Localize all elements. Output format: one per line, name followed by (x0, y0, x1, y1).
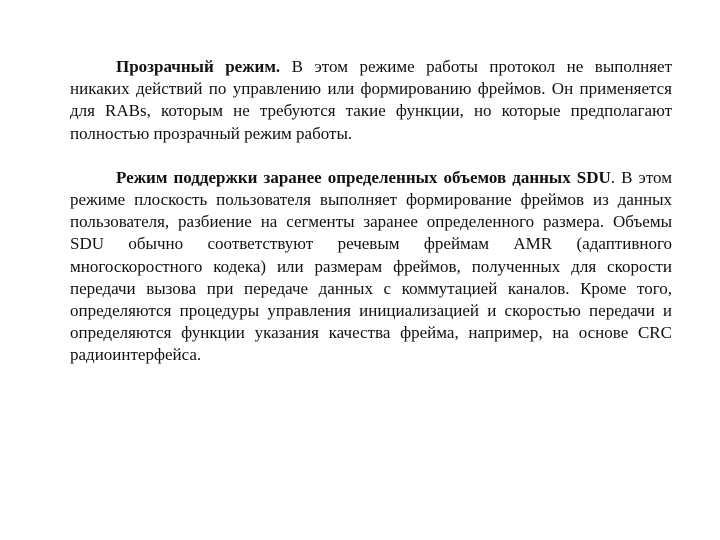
document-page (70, 56, 672, 367)
paragraph-text: . В этом режиме плоскость пользователя выполняет формирование фреймов из данных пользователя, разбиение на сегменты заранее определенного размера. Объемы SDU обычно соответствуют речевым фреймам AMR (адаптивного многоскоростного кодека) или размерам фреймов, полученных для скорости передачи вызова при передаче данных с коммутацией каналов. Кроме того, определяются процедуры управления инициализацией и скоростью передачи и определяются функции указания качества фрейма, например, на основе CRC радиоинтерфейса. (70, 167, 672, 365)
paragraph-text: В этом режиме работы протокол не выполняет никаких действий по управлению или формированию фреймов. Он применяется для RABs, которым не требуются такие функции, но которые предполагают полностью прозрачный режим работы. (70, 57, 672, 143)
paragraph-transparent-mode (70, 56, 672, 145)
paragraph-heading: Режим поддержки заранее определенных объемов данных SDU (116, 167, 611, 187)
paragraph-sdu-mode (70, 167, 672, 367)
paragraph-heading: Прозрачный режим. (116, 57, 281, 76)
